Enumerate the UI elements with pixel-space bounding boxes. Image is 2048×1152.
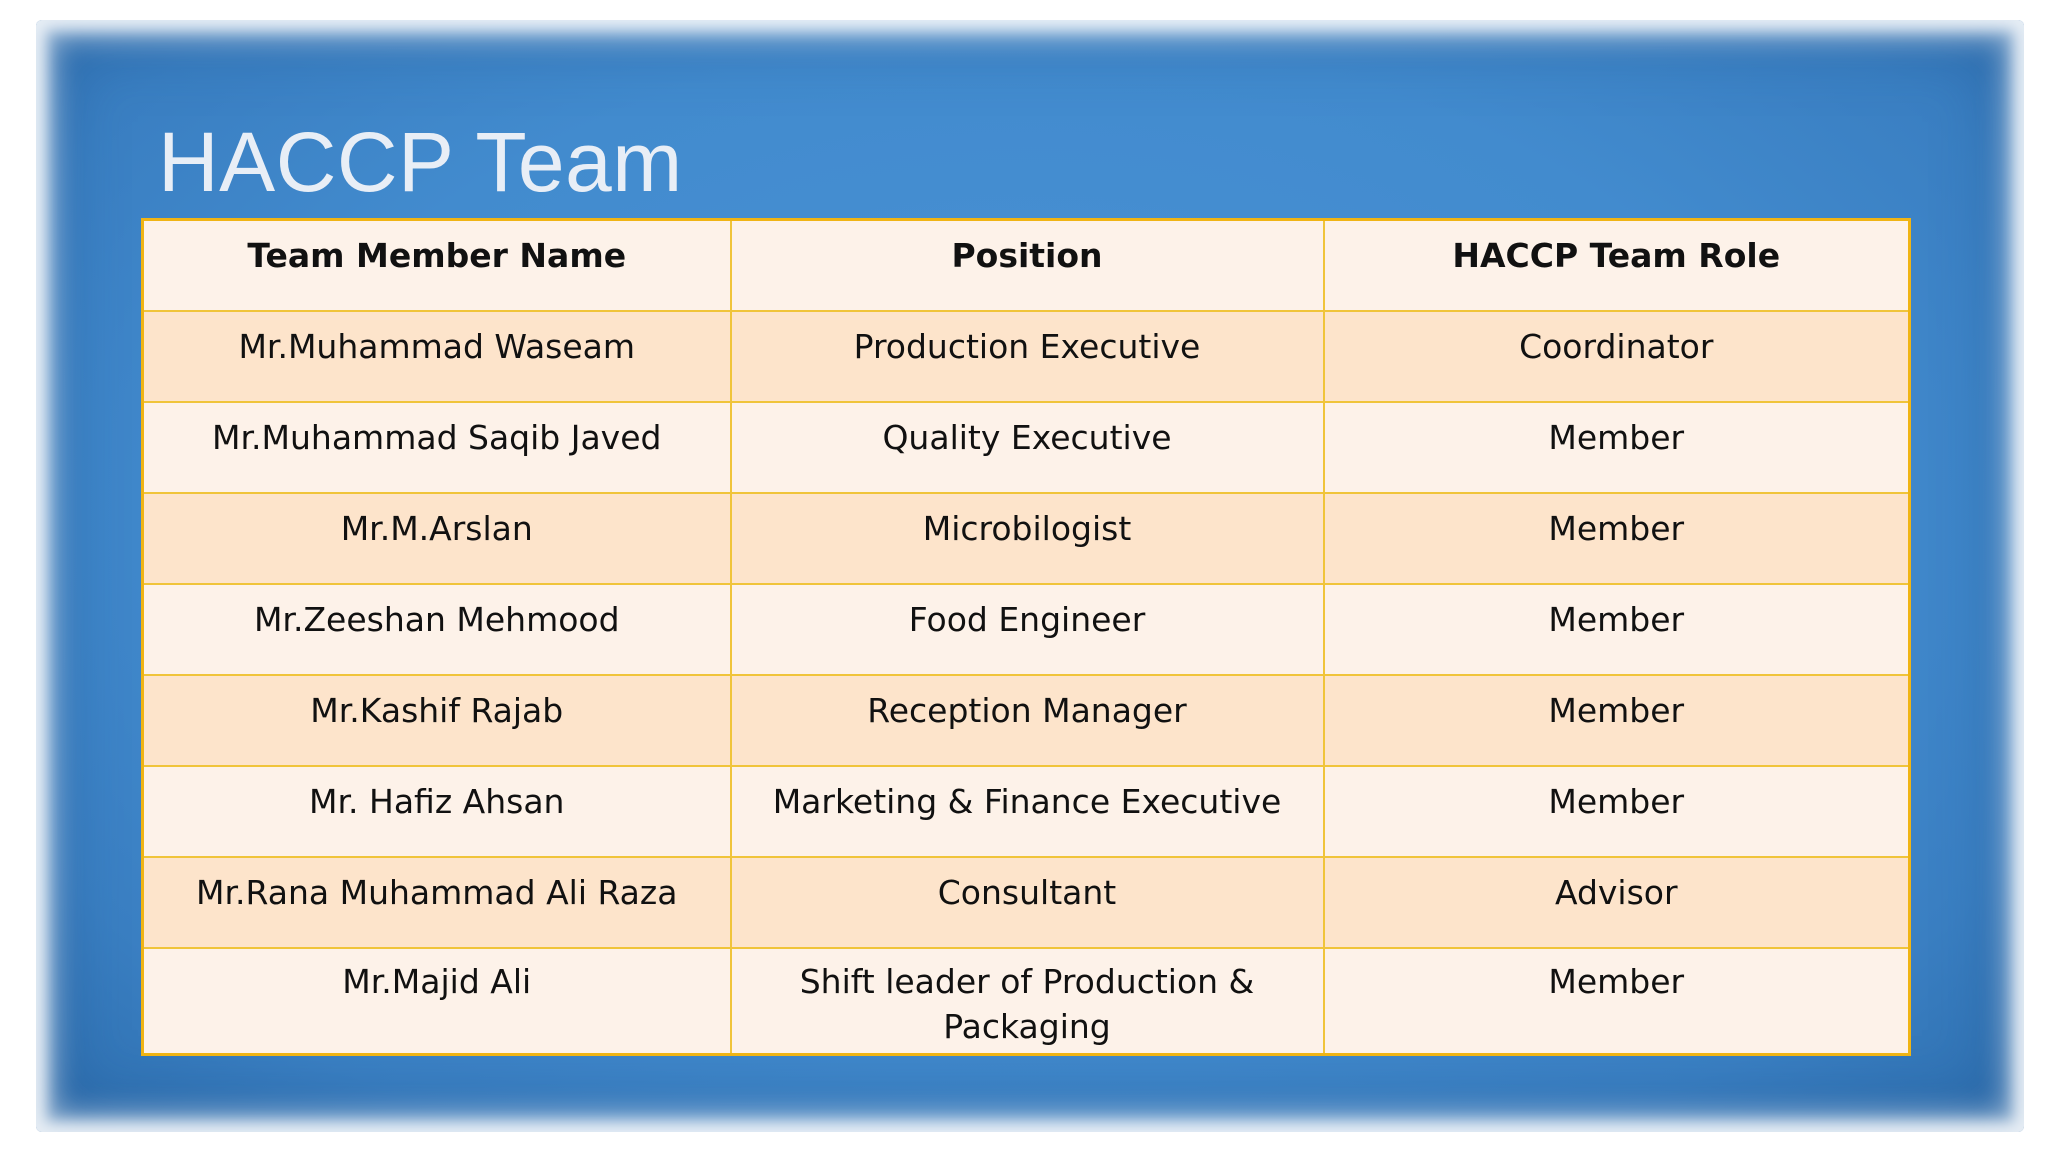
- cell-position: Production Executive: [731, 311, 1324, 402]
- table-row: [143, 584, 1910, 675]
- table-row: [143, 766, 1910, 857]
- haccp-team-table: [141, 218, 1911, 1056]
- table-row: [143, 675, 1910, 766]
- cell-name: Mr.M.Arslan: [143, 493, 731, 584]
- header-haccp-team-role: HACCP Team Role: [1324, 220, 1910, 311]
- cell-name: Mr.Zeeshan Mehmood: [143, 584, 731, 675]
- cell-name: Mr.Kashif Rajab: [143, 675, 731, 766]
- table-row: [143, 402, 1910, 493]
- cell-role: Coordinator: [1324, 311, 1910, 402]
- cell-position: Food Engineer: [731, 584, 1324, 675]
- header-position: Position: [731, 220, 1324, 311]
- table-row: [143, 311, 1910, 402]
- table-row: [143, 948, 1910, 1055]
- cell-role: Member: [1324, 584, 1910, 675]
- cell-position: Quality Executive: [731, 402, 1324, 493]
- slide-title: HACCP Team: [158, 115, 683, 209]
- slide-frame: [36, 20, 2024, 1132]
- table-row: [143, 857, 1910, 948]
- cell-role: Member: [1324, 948, 1910, 1055]
- cell-role: Member: [1324, 493, 1910, 584]
- cell-position: Consultant: [731, 857, 1324, 948]
- cell-position: Reception Manager: [731, 675, 1324, 766]
- cell-name: Mr. Hafiz Ahsan: [143, 766, 731, 857]
- cell-name: Mr.Muhammad Waseam: [143, 311, 731, 402]
- cell-name: Mr.Rana Muhammad Ali Raza: [143, 857, 731, 948]
- cell-position: Marketing & Finance Executive: [731, 766, 1324, 857]
- cell-role: Advisor: [1324, 857, 1910, 948]
- cell-role: Member: [1324, 766, 1910, 857]
- cell-position: Microbilogist: [731, 493, 1324, 584]
- cell-name: Mr.Muhammad Saqib Javed: [143, 402, 731, 493]
- header-team-member-name: Team Member Name: [143, 220, 731, 311]
- cell-position: Shift leader of Production & Packaging: [731, 948, 1324, 1055]
- cell-name: Mr.Majid Ali: [143, 948, 731, 1055]
- cell-role: Member: [1324, 402, 1910, 493]
- cell-role: Member: [1324, 675, 1910, 766]
- table-header-row: [143, 220, 1910, 311]
- table-row: [143, 493, 1910, 584]
